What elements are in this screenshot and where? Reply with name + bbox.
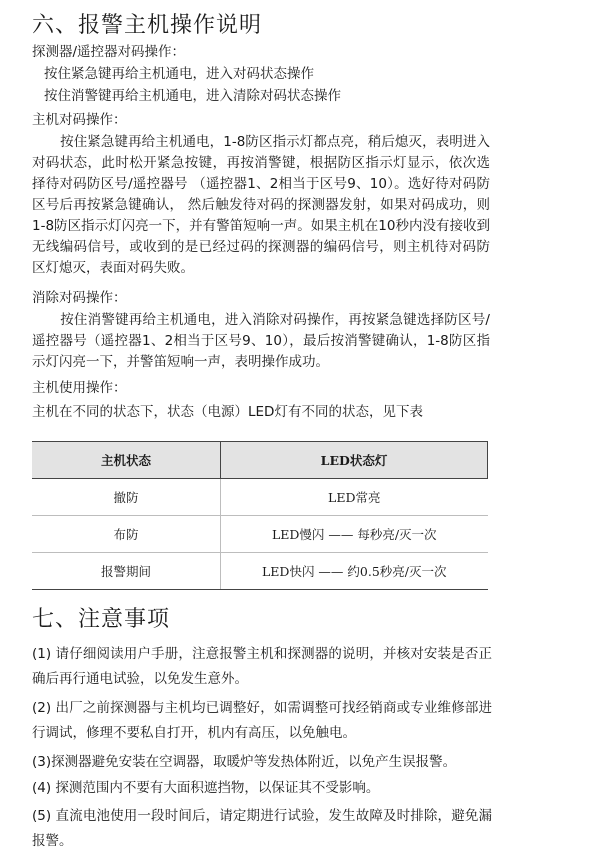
- section-6-title: 六、报警主机操作说明: [32, 13, 263, 38]
- pairing-heading: 探测器/遥控器对码操作：: [32, 44, 186, 60]
- cell-led-state: LED常亮: [221, 479, 488, 516]
- cell-host-state: 撤防: [32, 479, 221, 516]
- header-host-state: 主机状态: [32, 442, 221, 479]
- section-7-title: 七、注意事项: [32, 607, 171, 632]
- note-item-5: (5) 直流电池使用一段时间后，请定期进行试验，发生故障及时排除，避免漏报警。: [32, 808, 492, 849]
- table-row: [32, 479, 488, 516]
- pairing-item-2: 按住消警键再给主机通电，进入清除对码状态操作: [44, 88, 341, 104]
- usage-heading: 主机使用操作：: [32, 380, 127, 396]
- led-status-table: [32, 441, 488, 590]
- host-pairing-heading: 主机对码操作：: [32, 112, 127, 128]
- pairing-item-1: 按住紧急键再给主机通电，进入对码状态操作: [44, 66, 314, 82]
- cell-host-state: 布防: [32, 516, 221, 553]
- note-item-4: (4) 探测范围内不要有大面积遮挡物，以保证其不受影响。: [32, 780, 380, 796]
- note-item-2: (2) 出厂之前探测器与主机均已调整好，如需调整可找经销商或专业维修部进行调试，修理不要私自打开，机内有高压，以免触电。: [32, 700, 492, 741]
- table-row: [32, 553, 488, 590]
- note-item-1: (1) 请仔细阅读用户手册，注意报警主机和探测器的说明，并核对安装是否正确后再行通电试验，以免发生意外。: [32, 646, 492, 687]
- cell-led-state: LED快闪 —— 约0.5秒亮/灭一次: [221, 553, 488, 590]
- clear-pairing-text: 按住消警键再给主机通电，进入消除对码操作，再按紧急键选择防区号/遥控器号（遥控器1、2相当于区号9、10），最后按消警键确认，1-8防区指示灯闪亮一下，并警笛短响一声，表明操作成功。: [32, 312, 490, 370]
- host-pairing-text: 按住紧急键再给主机通电，1-8防区指示灯都点亮，稍后熄灭，表明进入对码状态，此时松开紧急按键，再按消警键，根据防区指示灯显示，依次选择待对码防区号/遥控器号 （遥控器1、2相当于区号9、10）。选好待对码防区号后再按紧急键确认， 然后触发待对码的探测器发射，如果对码成功，则1-8防区指示灯闪亮一下，并有警笛短响一声。如果主机在10秒内没有接收到无线编码信号，或收到的是已经过码的探测器的编码信号，则主机待对码防区灯熄灭，表面对码失败。: [32, 134, 490, 276]
- cell-led-state: LED慢闪 —— 每秒亮/灭一次: [221, 516, 488, 553]
- note-item-3: (3)探测器避免安装在空调器，取暖炉等发热体附近，以免产生误报警。: [32, 754, 457, 770]
- host-pairing-paragraph: [32, 132, 490, 279]
- usage-text: 主机在不同的状态下，状态（电源）LED灯有不同的状态，见下表: [32, 404, 423, 420]
- table-row: [32, 516, 488, 553]
- cell-host-state: 报警期间: [32, 553, 221, 590]
- clear-pairing-paragraph: [32, 310, 490, 373]
- table-header-row: [32, 442, 488, 479]
- header-led-state: LED状态灯: [221, 442, 488, 479]
- clear-pairing-heading: 消除对码操作：: [32, 290, 127, 306]
